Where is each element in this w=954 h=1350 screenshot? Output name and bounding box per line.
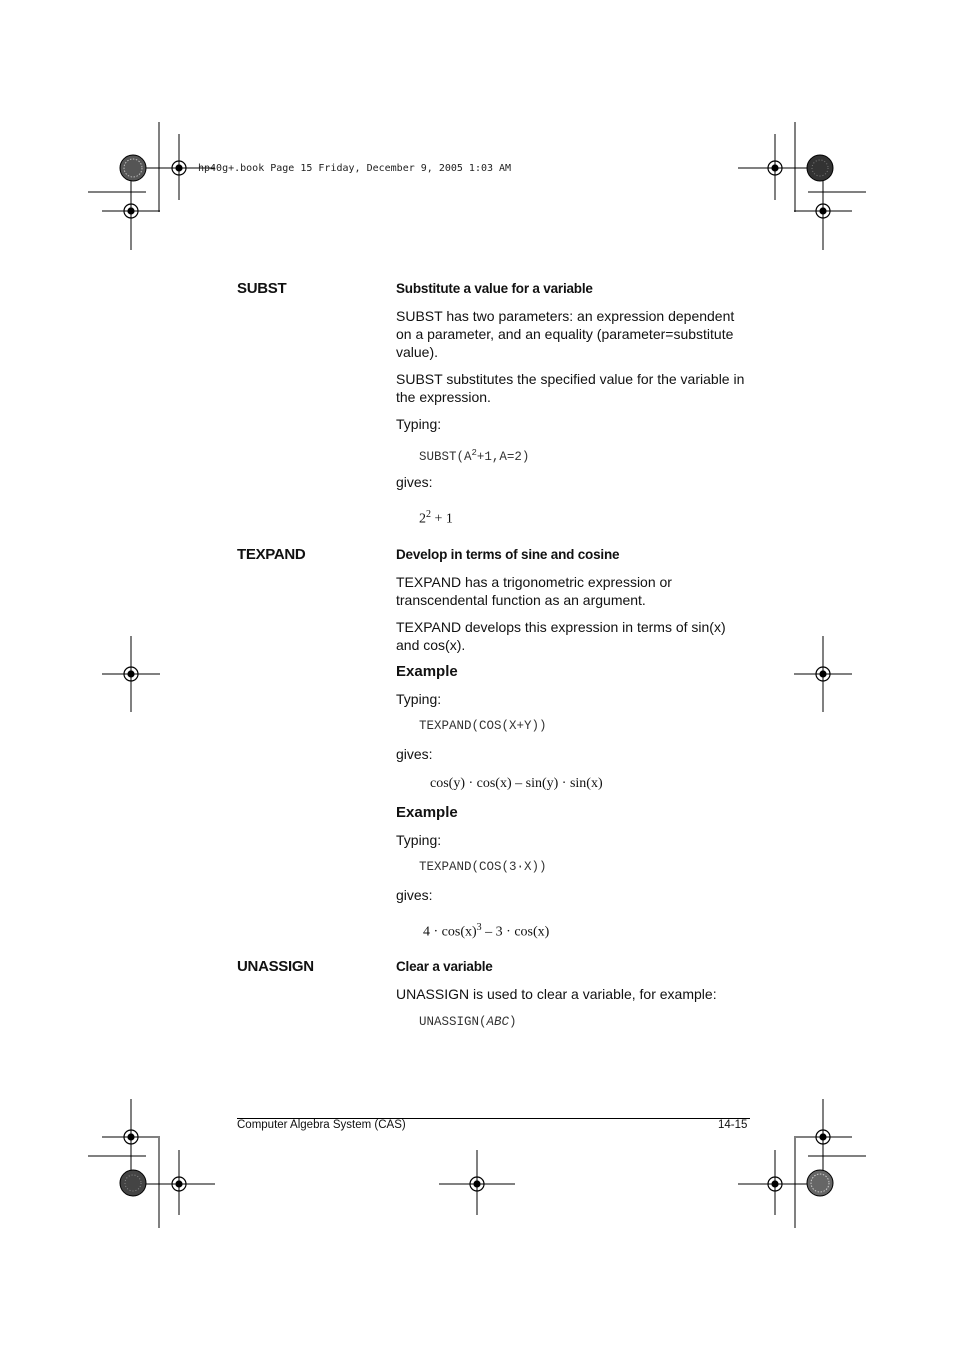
term-texpand: TEXPAND [237,546,306,563]
texpand-subtitle: Develop in terms of sine and cosine [396,547,620,562]
subst-result [419,509,453,528]
print-header: hp40g+.book Page 15 Friday, December 9, 2005 1:03 AM [198,163,512,174]
unassign-subtitle: Clear a variable [396,959,493,974]
unassign-code-part-b: ) [509,1015,517,1029]
texpand-example-1-result: cos(y) · cos(x) – sin(y) · sin(x) [430,776,603,791]
texpand-example-2-result-b: – 3 · cos(x) [481,924,550,940]
subst-code-part-a: SUBST(A [419,450,472,465]
texpand-example-2-gives: gives: [396,887,433,903]
texpand-example-2-result-a: 4 · cos(x) [423,924,477,940]
subst-result-exponent: 2 [426,509,431,520]
unassign-code-example [419,1015,517,1029]
subst-code-part-b: +1,A=2) [476,450,530,465]
texpand-example-2-heading: Example [396,804,458,821]
footer-page-number: 14-15 [718,1119,748,1131]
texpand-example-1-gives: gives: [396,746,433,762]
subst-paragraph-1: SUBST has two parameters: an expression dependent on a parameter, and an equality (parameter=substitute value). [396,308,735,360]
term-unassign: UNASSIGN [237,958,314,975]
subst-code-exponent: 2 [471,448,477,458]
texpand-example-1-typing: Typing: [396,691,442,707]
subst-result-tail: + 1 [431,511,453,527]
subst-paragraph-2: SUBST substitutes the specified value for the variable in the expression. [396,371,745,405]
subst-typing-label: Typing: [396,416,442,432]
term-subst: SUBST [237,280,287,297]
texpand-example-2-typing: Typing: [396,832,442,848]
texpand-example-2-result [423,922,549,941]
unassign-code-argument: ABC [486,1015,510,1029]
subst-result-base: 2 [419,511,426,527]
unassign-paragraph-1: UNASSIGN is used to clear a variable, for example: [396,986,717,1002]
subst-gives-label: gives: [396,474,433,490]
subst-subtitle: Substitute a value for a variable [396,281,593,296]
texpand-example-2-result-exponent: 3 [476,922,482,933]
texpand-example-2-code: TEXPAND(COS(3·X)) [419,860,547,874]
unassign-code-part-a: UNASSIGN( [419,1015,487,1029]
subst-code-example [419,448,529,464]
footer-chapter-title: Computer Algebra System (CAS) [237,1119,406,1131]
texpand-paragraph-2: TEXPAND develops this expression in terms of sin(x) and cos(x). [396,619,726,653]
texpand-paragraph-1: TEXPAND has a trigonometric expression or transcendental function as an argument. [396,574,672,608]
texpand-example-1-code: TEXPAND(COS(X+Y)) [419,719,547,733]
texpand-example-1-heading: Example [396,663,458,680]
